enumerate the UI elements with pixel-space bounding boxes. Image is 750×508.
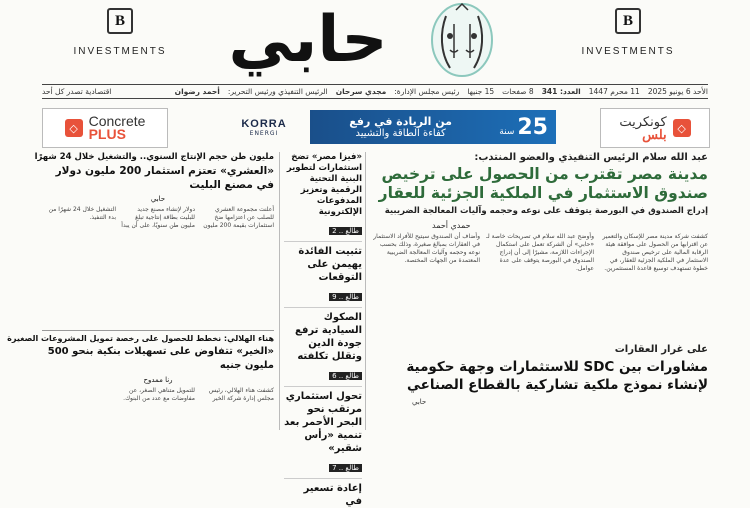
column-divider [279, 152, 280, 430]
middle-item[interactable] [284, 241, 362, 303]
middle-item[interactable] [284, 478, 362, 508]
left-story-1-headline: «العشري» تعتزم استثمار 200 مليون دولار في مصنع البليت [55, 165, 274, 191]
hijri-date: 11 محرم 1447 [588, 87, 640, 96]
middle-item[interactable] [284, 386, 362, 474]
middle-item-headline: إعادة تسعير في [303, 483, 362, 507]
left-column [7, 152, 274, 430]
lead-headline-1: مدينة مصر تقترب من الحصول على ترخيص [381, 165, 708, 183]
editor-label: الرئيس التنفيذي ورئيس التحرير: [227, 87, 328, 96]
left-story-2-body: كشفت هناء الهلالي، رئيس مجلس إدارة شركة الخير للتمويل متناهي الصغر، عن مفاوضات مع عدد من البنوك. [123, 387, 274, 402]
banner-line1: من الريادة في رفع [349, 115, 452, 128]
issue-number: العدد: 341 [541, 87, 581, 96]
brand-right-text: INVESTMENTS [581, 46, 675, 57]
middle-item-page: طالع .. 7 [329, 464, 362, 472]
left-story-2-byline: رنا ممدوح [143, 376, 173, 384]
info-bar [42, 87, 708, 96]
ad-concrete-plus-ar[interactable] [600, 108, 710, 148]
masthead [0, 0, 750, 88]
issue-date: الأحد 6 يونيو 2025 [647, 87, 708, 96]
price: 15 جنيها [467, 87, 495, 96]
left-story-2-kicker: هناء الهلالي: نخطط للحصول على رخصة تمويل المشروعات الصغيرة [7, 334, 274, 343]
lead-body-col-c: وأضاف أن الصندوق سيتيح للأفراد الاستثمار في العقارات بمبالغ صغيرة، وذلك بحسب نوعه وحجمه وآليات المعالجة الضريبية المعتمدة من الجهات المختصة. [373, 233, 480, 264]
column-divider [365, 152, 366, 430]
lead-byline: حمدي أحمد [432, 221, 471, 230]
second-headline-2: لإنشاء نموذج ملكية تشاركية بالقطاع الصناعي [406, 377, 708, 393]
board-chair: مجدي سرحان [335, 87, 387, 96]
middle-item-page: طالع .. 9 [329, 293, 362, 301]
brand-left-text: INVESTMENTS [73, 46, 167, 57]
newspaper-nameplate: حابي [228, 3, 388, 77]
concrete-ar-2: بلس [642, 127, 667, 142]
middle-item[interactable] [284, 152, 362, 237]
banner-line2: كفاءة الطاقة والتشييد [355, 128, 446, 139]
lead-headline-2: صندوق الاستثمار في الملكية الجزئية للعقار [378, 184, 708, 202]
ad-korra[interactable] [222, 108, 306, 146]
second-story[interactable] [372, 344, 708, 430]
slogan: اقتصادية تصدر كل أحد [42, 87, 112, 96]
concrete-plus-logo-icon: ◇ [65, 119, 83, 137]
concrete-en-1: Concrete [88, 113, 146, 129]
banner-years: 25 [517, 114, 548, 140]
editor-name: أحمد رضوان [174, 87, 220, 96]
lead-body-col-a: كشفت شركة مدينة مصر للإسكان والتعمير عن اقترابها من الحصول على موافقة هيئة الرقابة المالية على ترخيص صندوق الاستثمار في الملكية الجزئية للعقار، في خطوة تستهدف توسيع قاعدة المستثمرين. [602, 233, 708, 272]
ad-banner-25-years[interactable] [310, 110, 556, 144]
middle-item-headline: الصكوك السيادية ترفع جودة الدين وتقلل تكلفته [295, 312, 362, 362]
pharaoh-masks-emblem-icon [420, 2, 504, 78]
korra-name: KORRA [241, 117, 287, 130]
second-kicker: على غرار العقارات [614, 344, 708, 355]
info-bar-top-rule [42, 84, 708, 85]
info-bar-bottom-rule [42, 98, 708, 99]
left-story-1-body: أعلنت مجموعة العشري للصلب عن اعتزامها ضخ استثمارات بقيمة 200 مليون دولار لإنشاء مصنع جديد للبليت بطاقة إنتاجية تبلغ مليون طن سنويًا، على أن يبدأ التشغيل خلال 24 شهرًا من بدء التنفيذ. [48, 206, 274, 229]
lead-story[interactable] [372, 152, 708, 342]
left-story-2-headline: «الخير» تتفاوض على تسهيلات بنكية بنحو 500 مليون جنيه [47, 346, 274, 371]
banner-years-label: سنة [499, 126, 515, 137]
middle-item-headline: تحول استثماري مرتقب نحو البحر الأحمر بعد تنمية «رأس شقير» [284, 391, 362, 454]
left-story-1-byline: حابي [150, 195, 166, 203]
middle-item-page: طالع .. 6 [329, 372, 362, 380]
brand-left-logo[interactable] [60, 8, 180, 57]
korra-sub: ENERGI [249, 129, 279, 137]
b-investments-logo-icon: B [615, 8, 641, 34]
ad-concrete-plus-en[interactable] [42, 108, 168, 148]
left-story-1-kicker: مليون طن حجم الإنتاج السنوي.. والتشغيل خلال 24 شهرًا [34, 152, 274, 162]
middle-item-headline: تثبيت الفائدة يهيمن على التوقعات [298, 246, 362, 283]
middle-item-headline: «فيزا مصر» تضخ استثمارات لتطوير البنية التحتية الرقمية وتعزيز المدفوعات الإلكترونية [286, 152, 362, 217]
left-story-1[interactable] [34, 152, 274, 326]
left-story-2[interactable] [7, 330, 274, 427]
second-byline: حابي [412, 398, 427, 406]
concrete-en-2: PLUS [88, 126, 126, 142]
lead-subhead: إدراج الصندوق في البورصة يتوقف على نوعه وحجمه وآليات المعالجة الضريبية [384, 206, 708, 216]
middle-item-page: طالع .. 2 [329, 227, 362, 235]
middle-column [284, 152, 362, 507]
page-count: 8 صفحات [502, 87, 534, 96]
brand-right-logo[interactable] [568, 8, 688, 57]
b-investments-logo-icon: B [107, 8, 133, 34]
board-chair-label: رئيس مجلس الإدارة: [394, 87, 460, 96]
lead-kicker: عبد الله سلام الرئيس التنفيذي والعضو المنتدب: [474, 152, 708, 163]
concrete-ar-1: كونكريت [619, 114, 667, 129]
second-headline-1: مشاورات بين SDC للاستثمارات وجهة حكومية [406, 359, 708, 375]
concrete-plus-logo-icon: ◇ [673, 119, 691, 137]
lead-body-col-b: وأوضح عبد الله سلام في تصريحات خاصة لـ «حابي» أن الشركة تعمل على استكمال الإجراءات اللازمة، مشيرًا إلى أن إدراج الصندوق في البورصة يتوقف على عدة عوامل. [486, 233, 594, 272]
middle-item[interactable] [284, 307, 362, 382]
